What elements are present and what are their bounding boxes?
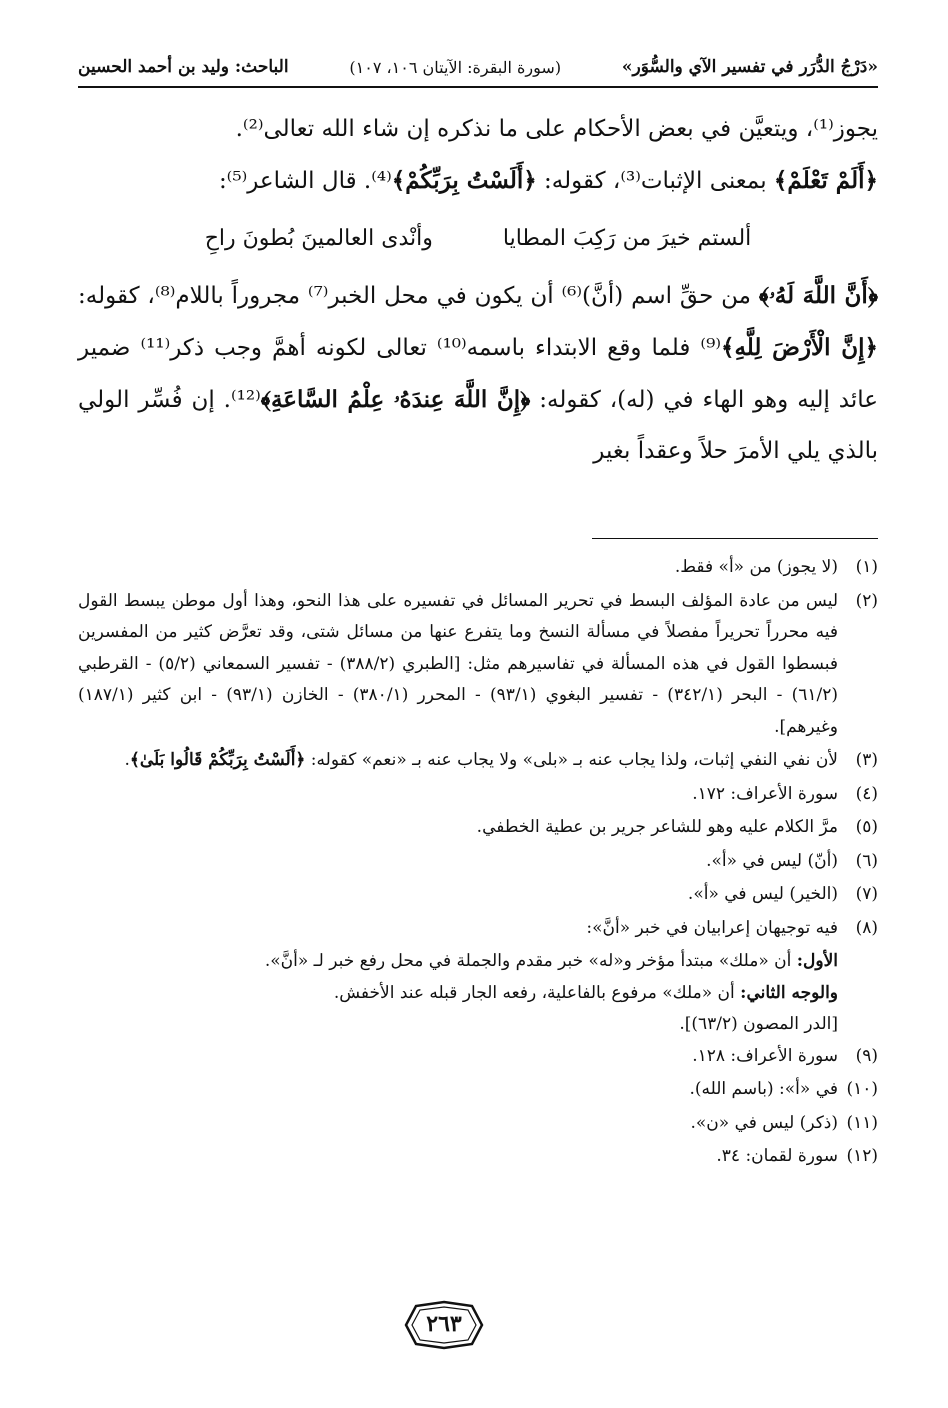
footnote-text-part: لأن نفي النفي إثبات، ولذا يجاب عنه بـ «بلى» ولا يجاب عنه بـ «نعم» كقوله: bbox=[305, 750, 838, 770]
footnote-number: (٨) bbox=[855, 917, 878, 938]
footnote-number: (١١) bbox=[846, 1112, 878, 1133]
paragraph-text: من حقِّ اسم (أنَّ)⁽⁶⁾ أن يكون في محل الخبر⁽⁷⁾ مجروراً باللام⁽⁸⁾، كقوله: bbox=[78, 283, 759, 309]
footnote-8-reference: [الدر المصون (٦٣/٢)]. bbox=[679, 1014, 838, 1034]
footnotes bbox=[78, 552, 878, 1175]
footnote-8-second-reading bbox=[78, 978, 838, 1010]
quran-quote: ﴿إِنَّ الْأَرْضَ لِلَّهِ﴾ bbox=[720, 334, 878, 361]
footnote-1 bbox=[78, 552, 878, 584]
footnote-text: فيه توجيهان إعرابيان في خبر «أنَّ»: bbox=[586, 917, 838, 938]
paragraph-text: بمعنى الإثبات⁽³⁾، كقوله: bbox=[536, 168, 774, 194]
footnote-text: سورة الأعراف: ١٢٨. bbox=[692, 1045, 838, 1066]
footnote-number: (١٢) bbox=[846, 1146, 878, 1166]
header-book-title: «دَرْجُ الدُّرَر في تفسير الآي والسُّوَر» bbox=[621, 57, 878, 77]
footnote-number: (١٠) bbox=[846, 1079, 878, 1099]
header-researcher: الباحث: وليد بن أحمد الحسين bbox=[78, 57, 289, 77]
paragraph-text: ⁽⁹⁾ فلما وقع الابتداء باسمه⁽¹⁰⁾ تعالى لكونه أهمَّ وجب ذكر⁽¹¹⁾ ضمير عائد إليه وهو الهاء في (له)، كقوله: bbox=[78, 335, 878, 413]
footnote-number: (٧) bbox=[855, 884, 878, 904]
footnote-4 bbox=[78, 779, 878, 811]
poetry-verse bbox=[78, 213, 878, 264]
quran-quote: ﴿أَلَمْ تَعْلَمْ﴾ bbox=[773, 167, 878, 194]
footnote-label: الأول: bbox=[796, 951, 838, 971]
paragraph-1: يجوز⁽¹⁾، ويتعيَّن في بعض الأحكام على ما نذكره إن شاء الله تعالى⁽²⁾. bbox=[235, 116, 878, 142]
footnote-text: (أنّ) ليس في «أ». bbox=[706, 850, 838, 871]
verse-second-hemistich: وأنْدى العالمينَ بُطونَ راحِ bbox=[204, 226, 433, 251]
quran-quote: ﴿أَلَسْتُ بِرَبِّكُمْ﴾ bbox=[391, 167, 537, 194]
footnote-number: (٦) bbox=[855, 850, 878, 871]
footnote-text: ليس من عادة المؤلف البسط في تحرير المسائل في تفسيره على هذا النحو، وهذا أول موطن يبسط القول فيه محرراً تحريراً مفصلاً في مسألة النسخ وما يتفرع عنها من مسائل شتى، وقد تعرَّض كثير من المفسرين فبسطوا القول في هذه المسألة في تفاسيرهم مثل: [الطبري (٣٨٨/٢) - تفسير السمعاني (٥/٢) - القرطبي (٦١/٢) - البحر (٣٤٢/١) - تفسير البغوي (٩٣/١) - المحرر (٣٨٠/١) - الخازن (٩٣/١) - ابن كثير (١٨٧/١) وغيرهم]. bbox=[78, 590, 838, 737]
footnote-text: في «أ»: (باسم الله). bbox=[689, 1079, 838, 1099]
footnote-2 bbox=[78, 586, 878, 744]
header-surah-reference: (سورة البقرة: الآيتان ١٠٦، ١٠٧) bbox=[349, 57, 562, 77]
footnote-12 bbox=[78, 1141, 878, 1173]
footnote-9 bbox=[78, 1041, 878, 1073]
footnote-text-part: . bbox=[124, 750, 130, 770]
footnote-8 bbox=[78, 913, 878, 945]
main-text bbox=[78, 104, 878, 477]
footnote-text: (ذكر) ليس في «ن». bbox=[690, 1112, 838, 1133]
footnote-text: (لا يجوز) من «أ» فقط. bbox=[674, 557, 838, 577]
footnote-3 bbox=[78, 745, 878, 777]
page-number-ornament bbox=[404, 1300, 484, 1350]
footnote-text: مرَّ الكلام عليه وهو للشاعر جرير بن عطية الخطفي. bbox=[476, 817, 838, 837]
page-number: ٢٦٣ bbox=[426, 1311, 462, 1337]
footnote-number: (٩) bbox=[855, 1045, 878, 1066]
paragraph-3 bbox=[78, 270, 878, 477]
footnote-number: (٥) bbox=[855, 817, 878, 837]
paragraph-2 bbox=[78, 155, 878, 207]
footnote-text: سورة الأعراف: ١٧٢. bbox=[692, 783, 838, 804]
footnote-number: (١) bbox=[855, 557, 878, 577]
footnote-divider bbox=[592, 538, 878, 539]
quran-quote: ﴿أَنَّ اللَّهَ لَهُۥ﴾ bbox=[758, 282, 879, 309]
footnote-7 bbox=[78, 879, 878, 911]
footnote-number: (٢) bbox=[855, 590, 878, 611]
footnote-text: أن «ملك» مرفوع بالفاعلية، رفعه الجار قبله عند الأخفش. bbox=[333, 982, 741, 1003]
footnote-text bbox=[78, 745, 838, 777]
footnote-text: أن «ملك» مبتدأ مؤخر و«له» خبر مقدم والجملة في محل رفع خبر لـ «أنَّ». bbox=[264, 951, 797, 971]
verse-first-hemistich: ألستم خيرَ من رَكِبَ المطايا bbox=[502, 226, 752, 251]
quran-quote: ﴿إِنَّ اللَّهَ عِندَهُۥ عِلْمُ السَّاعَةِ﴾ bbox=[260, 386, 531, 413]
footnote-number: (٤) bbox=[855, 783, 878, 804]
paragraph-text: ⁽⁴⁾. قال الشاعر⁽⁵⁾: bbox=[218, 168, 392, 194]
footnote-label: والوجه الثاني: bbox=[740, 982, 838, 1003]
quran-quote: ﴿أَلَسْتُ بِرَبِّكُمْ قَالُوا بَلَىٰ﴾ bbox=[129, 750, 306, 770]
paragraph-text: ⁽¹²⁾. إن فُسِّر الولي بالذي يلي الأمرَ حلاً وعقداً بغير bbox=[78, 387, 878, 464]
footnote-text: سورة لقمان: ٣٤. bbox=[716, 1146, 838, 1166]
running-header bbox=[78, 52, 878, 82]
footnote-number: (٣) bbox=[855, 750, 878, 770]
footnote-10 bbox=[78, 1074, 878, 1106]
header-divider bbox=[78, 86, 878, 88]
footnote-text: (الخير) ليس في «أ». bbox=[687, 884, 838, 904]
footnote-6 bbox=[78, 846, 878, 878]
footnote-11 bbox=[78, 1108, 878, 1140]
footnote-5 bbox=[78, 812, 878, 844]
footnote-8-first-reading bbox=[78, 946, 838, 978]
